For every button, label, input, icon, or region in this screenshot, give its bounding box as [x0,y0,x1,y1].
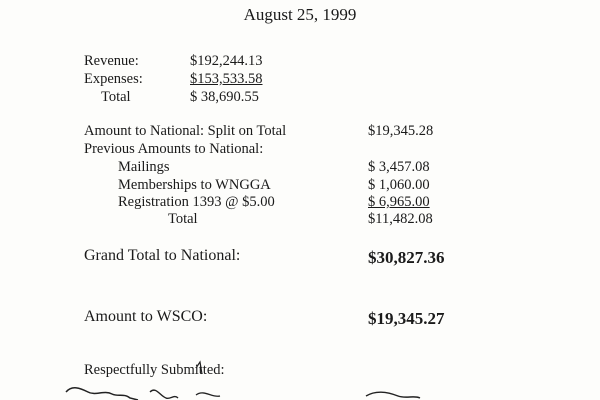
national-subtotal-value: $11,482.08 [368,211,433,227]
wsco-value: $19,345.27 [368,309,445,328]
report-date: August 25, 1999 [243,5,357,24]
national-split-label: Amount to National: Split on Total [84,123,287,139]
registration-value: $ 6,965.00 [368,194,430,210]
grand-total-label: Grand Total to National: [84,247,241,264]
memberships-label: Memberships to WNGGA [118,177,271,193]
grand-total-value: $30,827.36 [368,248,445,267]
memberships-value: $ 1,060.00 [368,177,430,193]
revenue-value: $192,244.13 [190,53,263,69]
respectfully-submitted: Respectfully Submitted: [84,362,225,378]
summary-total-label: Total [101,89,131,105]
expenses-value: $153,533.58 [190,71,263,87]
previous-amounts-label: Previous Amounts to National: [84,141,264,157]
wsco-label: Amount to WSCO: [84,308,208,325]
expenses-label: Expenses: [84,71,143,87]
registration-label: Registration 1393 @ $5.00 [118,194,275,210]
revenue-label: Revenue: [84,53,139,69]
summary-total-value: $ 38,690.55 [190,89,259,105]
mailings-label: Mailings [118,159,170,175]
mailings-value: $ 3,457.08 [368,159,430,175]
national-subtotal-label: Total [168,211,198,227]
national-split-value: $19,345.28 [368,123,434,139]
